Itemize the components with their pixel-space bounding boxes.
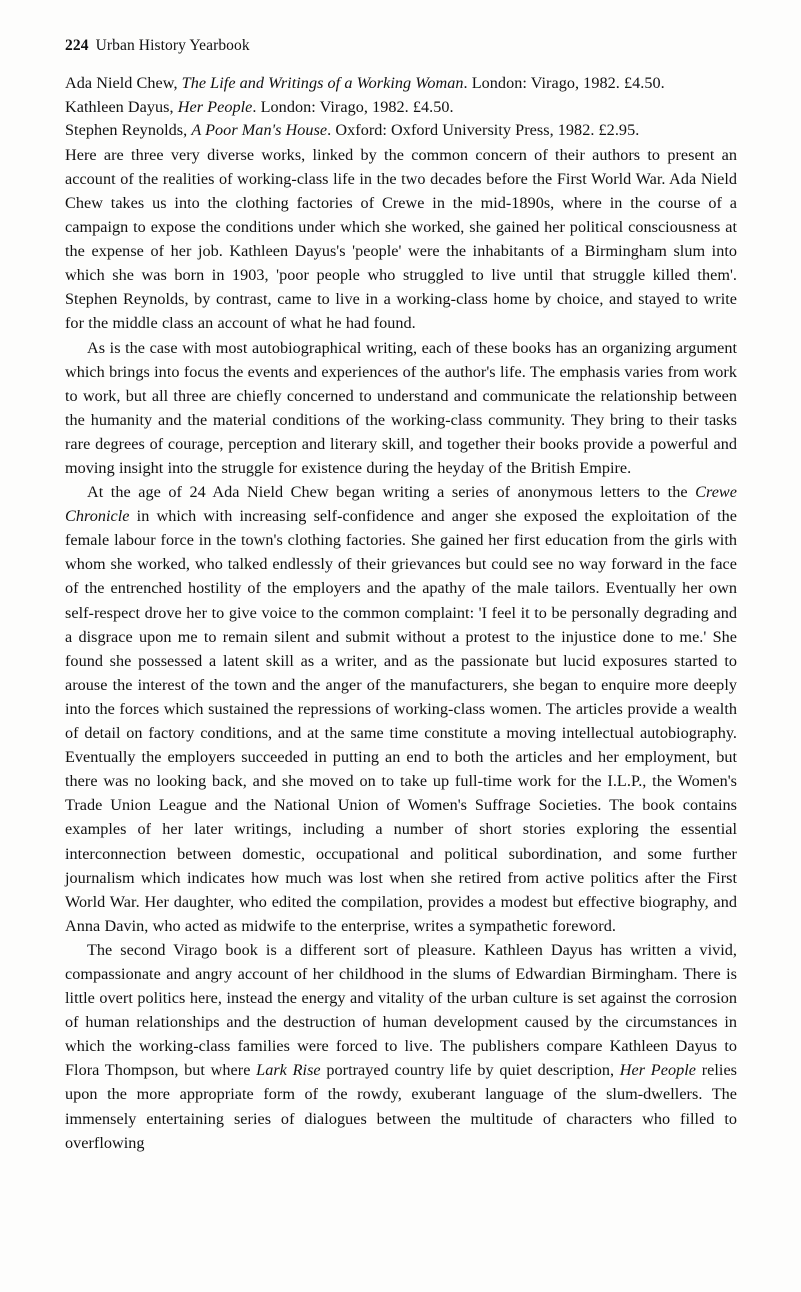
- entry-title: A Poor Man's House: [191, 121, 328, 140]
- page-content: [65, 36, 737, 1155]
- paragraph-1: Here are three very diverse works, linked by the common concern of their authors to present an account of the realities of working-class life in the two decades before the First World War. Ada Nield Chew takes us into the clothing factories of Crewe in the mid-1890s, where in the course of a campaign to expose the conditions under which she worked, she gained her political consciousness at the expense of her job. Kathleen Dayus's 'people' were the inhabitants of a Birmingham slum into which she was born in 1903, 'poor people who struggled to live until that struggle killed them'. Stephen Reynolds, by contrast, came to live in a working-class home by choice, and stayed to write for the middle class an account of what he had found.: [65, 145, 737, 333]
- paragraph-4-part-a: The second Virago book is a different sort of pleasure. Kathleen Dayus has written a vivid, compassionate and angry account of her childhood in the slums of Edwardian Birmingham. There is little overt politics here, instead the energy and vitality of the urban culture is set against the corrosion of human relationships and the destruction of human development caused by the circumstances in which the working-class families were forced to live. The publishers compare Kathleen Dayus to Flora Thompson, but where: [65, 940, 737, 1080]
- book-title-lark-rise: Lark Rise: [256, 1061, 321, 1080]
- entry-author: Kathleen Dayus,: [65, 97, 178, 116]
- entry-author: Stephen Reynolds,: [65, 121, 192, 140]
- entry-title: The Life and Writings of a Working Woman: [181, 74, 464, 92]
- bibliography-entry: [65, 96, 737, 119]
- page-number: 224: [65, 37, 89, 54]
- bibliography-entry: [65, 72, 737, 95]
- entry-author: Ada Nield Chew,: [65, 74, 182, 92]
- publication-title: Urban History Yearbook: [95, 37, 250, 54]
- paragraph-3: [65, 480, 737, 938]
- paragraph-4-part-b: portrayed country life by quiet description,: [320, 1061, 620, 1080]
- paragraph-4-part-c: relies upon the more appropriate form of the rowdy, exuberant language of the slum-dwellers. The immensely entertaining series of dialogues between the multitude of characters who filled to overflowing: [65, 1061, 738, 1152]
- paragraph-3-part-a: At the age of 24 Ada Nield Chew began writing a series of anonymous letters to the: [87, 483, 696, 502]
- paragraph-3-part-b: in which with increasing self-confidence and anger she exposed the exploitation of the female labour force in the town's clothing factories. She gained her first education from the girls with whom she worked, who talked endlessly of their grievances but could see no way forward in the face of the entrenched hostility of the employers and the apathy of the male tailors. Eventually her own self-respect drove her to give voice to the common complaint: 'I feel it to be personally degrading and a disgrace upon me to remain silent and submit without a protest to the injustice done to me.' She found she possessed a latent skill as a writer, and as the passionate but lucid exposures started to arouse the interest of the town and the anger of the manufacturers, she began to enquire more deeply into the forces which sustained the repressions of working-class women. The articles provide a wealth of detail on factory conditions, and at the same time constitute a moving intellectual autobiography. Eventually the employers succeeded in putting an end to both the articles and her employment, but there was no looking back, and she moved on to take up full-time work for the I.L.P., the Women's Trade Union League and the National Union of Women's Suffrage Societies. The book contains examples of her later writings, including a number of short stories exploring the essential interconnection between domestic, occupational and political subordination, and some further journalism which indicates how much was lost when she retired from active politics after the First World War. Her daughter, who edited the compilation, provides a modest but effective biography, and Anna Davin, who acted as midwife to the enterprise, writes a sympathetic foreword.: [65, 507, 737, 935]
- bibliography-entry: [65, 119, 737, 142]
- running-head: [65, 36, 737, 56]
- newspaper-title: Crewe Chronicle: [65, 483, 737, 526]
- entry-imprint: . London: Virago, 1982. £4.50.: [252, 97, 454, 116]
- entry-imprint: . Oxford: Oxford University Press, 1982. £2.95.: [327, 121, 640, 140]
- entry-title: Her People: [177, 97, 253, 116]
- entry-imprint: . London: Virago, 1982. £4.50.: [463, 74, 665, 92]
- paragraph-4: [65, 938, 737, 1155]
- review-body: [65, 143, 737, 1155]
- book-title-her-people: Her People: [619, 1061, 696, 1080]
- paragraph-2: As is the case with most autobiographical writing, each of these books has an organizing argument which brings into focus the events and experiences of the author's life. The emphasis varies from work to work, but all three are chiefly concerned to understand and communicate the relationship between the humanity and the material conditions of the working-class community. They bring to their tasks rare degrees of courage, perception and literary skill, and together their books provide a powerful and moving insight into the struggle for existence during the heyday of the British Empire.: [65, 338, 737, 477]
